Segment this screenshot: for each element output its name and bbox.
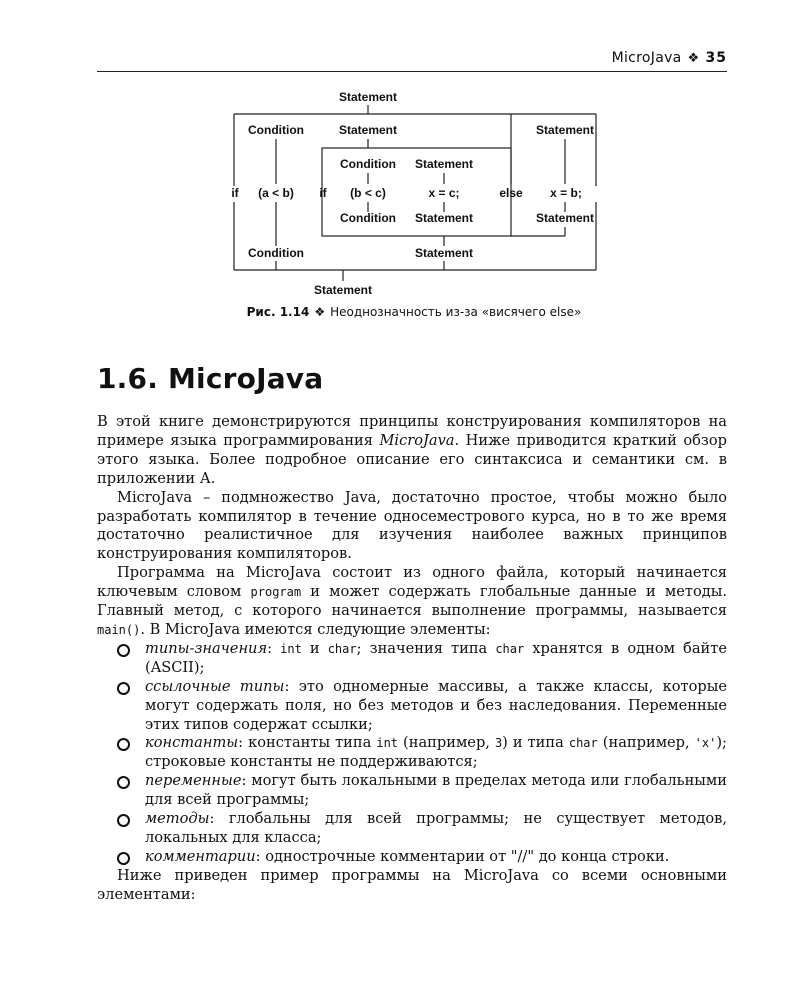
item-text: (например, xyxy=(398,734,495,752)
item-text: и xyxy=(301,639,328,657)
label-statement-top: Statement xyxy=(338,90,398,104)
kw-else: else xyxy=(499,186,523,200)
parse-tree-diagram xyxy=(0,0,800,300)
stmt-x-eq-b: x = b; xyxy=(550,186,582,200)
kw-if-inner: if xyxy=(319,186,327,200)
label-statement-inner-bottom: Statement xyxy=(414,211,474,225)
item-text: : глобальны для всей программы; не существует методов, локальных для класса; xyxy=(145,810,727,846)
p3-code: program xyxy=(250,585,302,600)
item-code: char xyxy=(568,736,598,751)
list-item xyxy=(97,848,727,867)
p3-code: main() xyxy=(97,622,141,637)
item-term: ссылочные типы xyxy=(145,677,285,695)
item-text: ; значения типа xyxy=(356,639,496,657)
item-text: : это одномерные массивы, а также классы, которые могут содержать поля, но без методов и без наследования. Переменные этих типов содержат ссылки; xyxy=(145,677,727,733)
body-text xyxy=(97,413,727,905)
bullet-circle-icon xyxy=(117,814,130,827)
list-item xyxy=(97,640,727,678)
item-code: 3 xyxy=(494,736,503,751)
kw-if-outer: if xyxy=(231,186,239,200)
label-statement-bottom-mid: Statement xyxy=(414,246,474,260)
list-item xyxy=(97,772,727,810)
figure-caption-text: Неоднозначность из-за «висячего else» xyxy=(330,305,582,319)
figure-label: Рис. 1.14 xyxy=(246,305,310,319)
item-code: int xyxy=(376,736,399,751)
p3-part: . В MicroJava имеются следующие элементы: xyxy=(140,620,491,638)
item-code: char xyxy=(327,641,357,656)
paragraph-2: MicroJava – подмножество Java, достаточно простое, чтобы можно было разработать компилятор в течение односеместрового курса, но в то же время достаточно реалистичное для изучения наиболее важных принципов конструирования компиляторов. xyxy=(97,488,727,563)
item-text: : константы типа xyxy=(238,734,377,752)
item-text: : однострочные комментарии от "//" до конца строки. xyxy=(255,847,670,865)
item-text: (например, xyxy=(597,734,695,752)
bullet-circle-icon xyxy=(117,682,130,695)
label-statement-right: Statement xyxy=(535,123,595,137)
item-text: хранятся в одном байте (ASCII); xyxy=(145,639,727,676)
paragraph-3 xyxy=(97,564,727,640)
element-list xyxy=(97,640,727,867)
list-item xyxy=(97,678,727,735)
item-text: ); строковые константы не поддерживаются; xyxy=(145,734,727,771)
item-term: переменные xyxy=(145,772,242,790)
paragraph-4: Ниже приведен пример программы на MicroJava со всеми основными элементами: xyxy=(97,866,727,903)
item-term: типы-значения xyxy=(145,639,268,657)
p1-part: В этой книге демонстрируются принципы конструирования компиляторов на примере языка программирования xyxy=(97,413,727,449)
p3-part: и может содержать глобальные данные и методы. Главный метод, с которого начинается выполнение программы, называется xyxy=(97,583,727,620)
item-text: ) и типа xyxy=(502,734,569,752)
label-condition-top-left: Condition xyxy=(248,123,304,137)
cond-outer: (a < b) xyxy=(258,186,294,200)
page-number: 35 xyxy=(705,50,727,66)
caption-separator-icon: ❖ xyxy=(314,305,326,319)
label-statement-right-bottom: Statement xyxy=(535,211,595,225)
bullet-circle-icon xyxy=(117,852,130,865)
stmt-x-eq-c: x = c; xyxy=(428,186,460,200)
paragraph-1 xyxy=(97,413,727,489)
item-text: : могут быть локальными в пределах метода или глобальными для всей программы; xyxy=(145,772,727,809)
p1-part: . Ниже приводится краткий обзор этого языка. Более подробное описание его синтаксиса и семантики см. в приложении А. xyxy=(97,431,727,487)
list-item xyxy=(97,810,727,848)
list-item xyxy=(97,734,727,772)
item-term: методы xyxy=(145,810,210,828)
item-code: char xyxy=(495,641,525,656)
item-text: : xyxy=(267,639,281,657)
p1-italic: MicroJava xyxy=(379,431,455,449)
label-condition-inner-bottom: Condition xyxy=(340,211,396,225)
item-code: int xyxy=(280,641,302,656)
label-condition-inner-top: Condition xyxy=(340,157,396,171)
item-term: константы xyxy=(145,734,239,752)
section-heading: 1.6. MicroJava xyxy=(97,362,324,395)
item-code: 'x' xyxy=(694,736,717,751)
label-condition-bottom-left: Condition xyxy=(248,246,304,260)
bullet-circle-icon xyxy=(117,738,130,751)
item-term: комментарии xyxy=(145,847,256,865)
bullet-circle-icon xyxy=(117,776,130,789)
bullet-circle-icon xyxy=(117,644,130,657)
label-statement-bottom: Statement xyxy=(313,283,373,297)
running-title: MicroJava xyxy=(611,50,682,66)
p3-part: Программа на MicroJava состоит из одного файла, который начинается ключевым словом xyxy=(97,564,727,601)
label-statement-inner-top: Statement xyxy=(414,157,474,171)
cond-inner: (b < c) xyxy=(350,186,386,200)
figure-caption xyxy=(0,305,800,319)
label-statement-mid: Statement xyxy=(338,123,398,137)
header-separator-icon: ❖ xyxy=(687,51,700,66)
